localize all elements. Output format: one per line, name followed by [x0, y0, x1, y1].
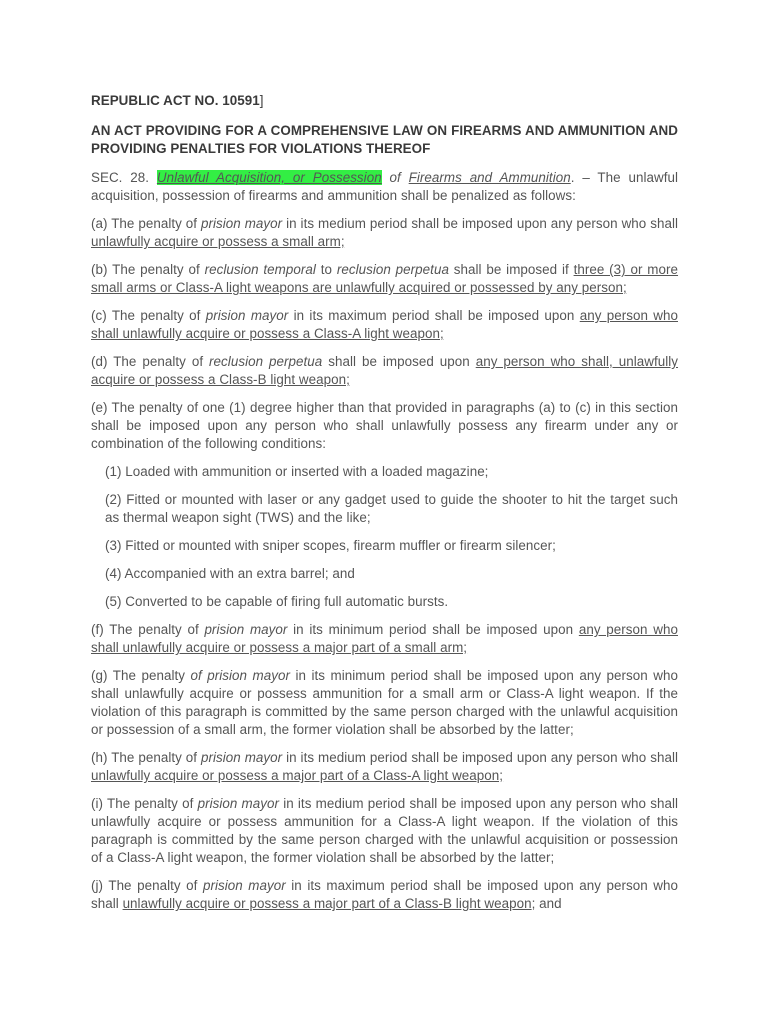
highlighted-heading: Unlawful Acquisition, or Possession	[156, 170, 382, 185]
italic-term: reclusion perpetua	[209, 354, 323, 369]
text-run: (h) The penalty of	[91, 750, 201, 765]
section-28-intro	[91, 169, 678, 205]
bracket: ]	[259, 93, 264, 108]
section-label: SEC. 28.	[91, 170, 157, 185]
text-run: in its minimum period shall be imposed upon	[287, 622, 579, 637]
text-run: ; and	[531, 896, 562, 911]
condition-3: (3) Fitted or mounted with sniper scopes, firearm muffler or firearm silencer;	[105, 538, 556, 553]
heading-of: of	[381, 170, 409, 185]
paragraph-e: (e) The penalty of one (1) degree higher than that provided in paragraphs (a) to (c) in this section shall be imposed upon any person who shall unlawfully possess any firearm under any or combination of the following conditions:	[91, 400, 678, 451]
paragraph-f	[91, 621, 678, 657]
condition-5: (5) Converted to be capable of firing full automatic bursts.	[105, 594, 449, 609]
italic-term: prision mayor	[205, 308, 289, 323]
underlined-text: any person who shall unlawfully acquire or possess a major part of a small arm;	[91, 622, 678, 655]
underlined-text: unlawfully acquire or possess a major part of a Class-A light weapon;	[91, 768, 504, 783]
italic-term: prision mayor	[202, 878, 286, 893]
act-number-heading	[91, 92, 678, 110]
paragraph-j	[91, 877, 678, 913]
condition-1: (1) Loaded with ammunition or inserted with a loaded magazine;	[105, 464, 489, 479]
underlined-text: three (3) or more small arms or Class-A light weapons are unlawfully acquired or possessed by any person;	[91, 262, 679, 295]
italic-term: of prision mayor	[190, 668, 290, 683]
text-run: shall be imposed upon	[322, 354, 476, 369]
act-number: REPUBLIC ACT NO. 10591	[91, 93, 260, 108]
condition-2: (2) Fitted or mounted with laser or any gadget used to guide the shooter to hit the target such as thermal weapon sight (TWS) and the like;	[105, 492, 678, 525]
text-run: (c) The penalty of	[91, 308, 206, 323]
italic-term: prision mayor	[204, 622, 288, 637]
text-run: (a) The penalty of	[91, 216, 201, 231]
text-run: in its maximum period shall be imposed upon	[288, 308, 580, 323]
italic-term: reclusion perpetua	[336, 262, 449, 277]
text-run: (i) The penalty of	[91, 796, 198, 811]
underlined-text: any person who shall unlawfully acquire or possess a Class-A light weapon;	[91, 308, 678, 341]
text-run: (b) The penalty of	[91, 262, 205, 277]
italic-term: prision mayor	[197, 796, 280, 811]
italic-term: reclusion temporal	[204, 262, 316, 277]
paragraph-a	[91, 215, 678, 251]
text-run: (j) The penalty of	[91, 878, 203, 893]
paragraph-g	[91, 667, 678, 739]
italic-term: prision mayor	[201, 750, 283, 765]
text-run: in its medium period shall be imposed upon any person who shall unlawfully acquire or possess ammunition for a Class-A light weapon. If the violation of this paragraph is committed by the same person charged with the unlawful acquisition or possession of a Class-A light weapon, the former violation shall be absorbed by the latter;	[91, 796, 678, 865]
italic-term: prision mayor	[201, 216, 283, 231]
intro-text: . – The unlawful acquisition, possession of firearms and ammunition shall be penalized as follows:	[91, 170, 678, 203]
text-run: (g) The penalty	[91, 668, 191, 683]
text-run: in its medium period shall be imposed upon any person who shall	[282, 216, 678, 231]
text-run: (f) The penalty of	[91, 622, 205, 637]
underlined-text: any person who shall, unlawfully acquire or possess a Class-B light weapon;	[91, 354, 679, 387]
text-run: shall be imposed if	[448, 262, 574, 277]
paragraph-h	[91, 749, 678, 785]
text-run: to	[315, 262, 337, 277]
condition-4: (4) Accompanied with an extra barrel; and	[105, 566, 355, 581]
paragraph-b	[91, 261, 678, 297]
underlined-text: unlawfully acquire or possess a small arm;	[91, 234, 345, 249]
paragraph-c	[91, 307, 678, 343]
text-run: in its minimum period shall be imposed upon any person who shall unlawfully acquire or possess ammunition for a small arm or Class-A light weapon. If the violation of this paragraph is committed by the same person charged with the unlawful acquisition or possession of a small arm, the former violation shall be absorbed by the latter;	[91, 668, 678, 737]
act-title: AN ACT PROVIDING FOR A COMPREHENSIVE LAW ON FIREARMS AND AMMUNITION AND PROVIDING PENALTIES FOR VIOLATIONS THEREOF	[91, 123, 678, 156]
paragraph-d	[91, 353, 678, 389]
heading-tail: Firearms and Ammunition	[408, 170, 571, 185]
text-run: in its maximum period shall be imposed upon any person who shall	[91, 878, 679, 911]
underlined-text: unlawfully acquire or possess a major part of a Class-B light weapon	[122, 896, 532, 911]
text-run: (d) The penalty of	[91, 354, 210, 369]
text-run: in its medium period shall be imposed upon any person who shall	[282, 750, 678, 765]
paragraph-i	[91, 795, 678, 867]
